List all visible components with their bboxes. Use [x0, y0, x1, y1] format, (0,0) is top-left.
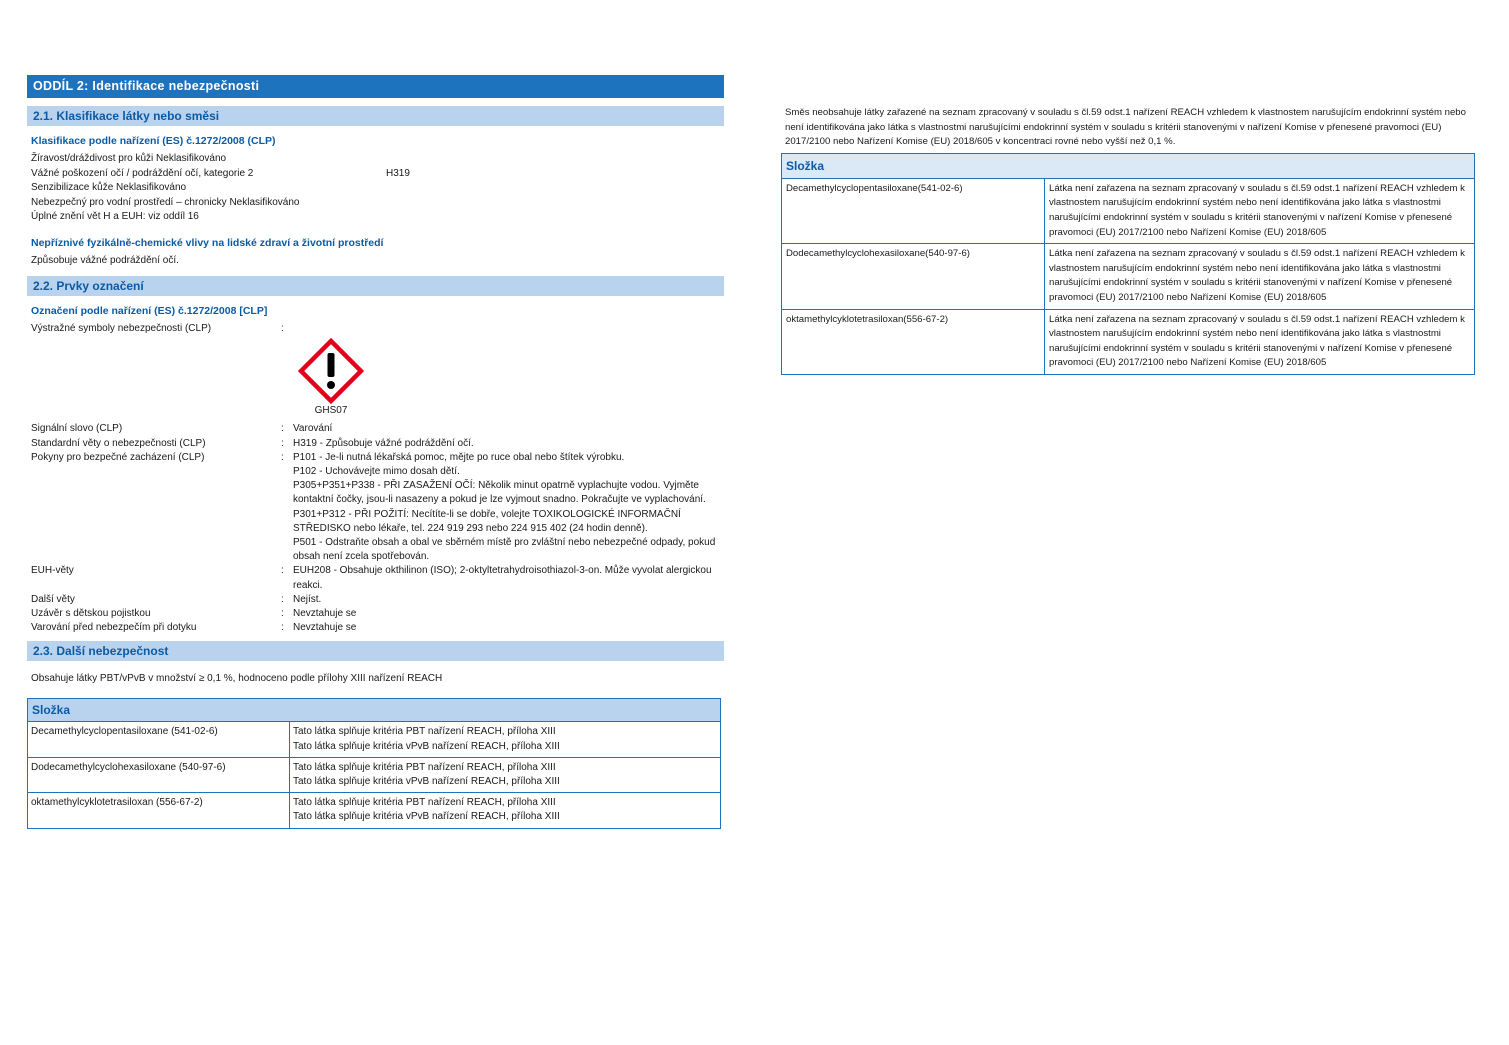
- component-name: Decamethylcyclopentasiloxane(541-02-6): [782, 178, 1045, 243]
- table-row: [28, 757, 721, 792]
- hazard-statements-row: Standardní věty o nebezpečnosti (CLP) : H319 - Způsobuje vážné podráždění očí.: [31, 437, 474, 449]
- precautionary-statements-row: Pokyny pro bezpečné zacházení (CLP) : P101 - Je-li nutná lékařská pomoc, mějte po ruce obal nebo štítek výrobku. P102 - Uchovávejte mimo dosah dětí. P305+P351+P338 - PŘI ZASAŽENÍ OČÍ: Několik minut opatrně vyplachujte vodou. Vyjměte kontaktní čočky, jsou-li nasazeny a pokud je lze vyjmout snadno. Pokračujte ve vyplachování. P301+P312 - PŘI POŽITÍ: Necítíte-li se dobře, volejte TOXIKOLOGICKÉ INFORMAČNÍ STŘEDISKO nebo lékaře, tel. 224 919 293 nebo 224 915 402 (24 hodin denně). P501 - Odstraňte obsah a obal ve sběrném místě pro zvláštní nebo nebezpečné odpady, pokud obsah není zcela spotřebován.: [31, 451, 716, 563]
- subsection-2-2-title: 2.2. Prvky označení: [27, 276, 724, 296]
- clp-classification-heading: Klasifikace podle nařízení (ES) č.1272/2008 (CLP): [31, 135, 276, 147]
- section-title: ODDÍL 2: Identifikace nebezpečnosti: [27, 75, 724, 98]
- euh-statements-row: EUH-věty : EUH208 - Obsahuje okthilinon (ISO); 2-oktyltetrahydroisothiazol-3-on. Může vyvolat alergickou reakci.: [31, 565, 712, 591]
- clp-line: Úplné znění vět H a EUH: viz oddíl 16: [31, 211, 199, 222]
- clp-classification-list: [27, 152, 724, 225]
- effects-heading: Nepříznivé fyzikálně-chemické vlivy na lidské zdraví a životní prostředí: [31, 236, 384, 249]
- label-elements-heading: Označení podle nařízení (ES) č.1272/2008 [CLP]: [31, 305, 268, 317]
- subsection-2-1-title: 2.1. Klasifikace látky nebo směsi: [27, 106, 724, 126]
- pictogram-row: Výstražné symboly nebezpečnosti (CLP) :: [31, 323, 284, 334]
- clp-line: Nebezpečný pro vodní prostředí – chronicky Neklasifikováno: [31, 196, 300, 208]
- component-status: Látka není zařazena na seznam zpracovaný v souladu s čl.59 odst.1 nařízení REACH vzhledem k vlastnostem narušujícím endokrinní systém nebo není identifikována jako látka s vlastnostmi narušujícími endokrinní systém v souladu s kritérii stanovenými v nařízení Komise v přenesené pravomoci (EU) 2017/2100 nebo Nařízení Komise (EU) 2018/605: [1045, 244, 1475, 309]
- ghs07-pictogram: [296, 338, 366, 418]
- hazard-code: H319: [386, 167, 410, 179]
- component-name: Dodecamethylcyclohexasiloxane (540-97-6): [28, 757, 290, 792]
- component-name: Decamethylcyclopentasiloxane (541-02-6): [28, 722, 290, 757]
- label-elements: [27, 322, 724, 635]
- table-row: [782, 178, 1475, 243]
- child-resistant-row: Uzávěr s dětskou pojistkou : Nevztahuje se: [31, 608, 357, 620]
- table-row: [782, 309, 1475, 374]
- left-column: [27, 75, 724, 829]
- pbt-table: [27, 698, 721, 828]
- exclamation-mark-icon: [298, 338, 364, 404]
- right-column: [781, 106, 1475, 375]
- table-row: [28, 722, 721, 757]
- table-header: Složka: [28, 699, 721, 722]
- component-criteria: Tato látka splňuje kritéria PBT nařízení REACH, příloha XIII Tato látka splňuje kritéria vPvB nařízení REACH, příloha XIII: [290, 757, 721, 792]
- pbt-statement: Obsahuje látky PBT/vPvB v množství ≥ 0,1 %, hodnoceno podle přílohy XIII nařízení REACH: [31, 673, 443, 685]
- endocrine-statement: Směs neobsahuje látky zařazené na seznam zpracovaný v souladu s čl.59 odst.1 nařízení REACH vzhledem k vlastnostem narušujícím endokrinní systém nebo není identifikována jako látka s vlastnostmi narušujícími endokrinní systém v souladu s kritérii stanovenými v nařízení Komise v přenesené pravomoci (EU) 2017/2100 nebo Nařízení Komise (EU) 2018/605 v koncentraci rovné nebo vyšší než 0,1 %.: [785, 107, 1466, 148]
- endocrine-table: [781, 153, 1475, 375]
- component-status: Látka není zařazena na seznam zpracovaný v souladu s čl.59 odst.1 nařízení REACH vzhledem k vlastnostem narušujícím endokrinní systém nebo není identifikována jako látka s vlastnostmi narušujícími endokrinní systém v souladu s kritérii stanovenými v nařízení Komise v přenesené pravomoci (EU) 2017/2100 nebo Nařízení Komise (EU) 2018/605: [1045, 309, 1475, 374]
- component-status: Látka není zařazena na seznam zpracovaný v souladu s čl.59 odst.1 nařízení REACH vzhledem k vlastnostem narušujícím endokrinní systém nebo není identifikována jako látka s vlastnostmi narušujícími endokrinní systém v souladu s kritérii stanovenými v nařízení Komise v přenesené pravomoci (EU) 2017/2100 nebo Nařízení Komise (EU) 2018/605: [1045, 178, 1475, 243]
- tactile-warning-row: Varování před nebezpečím při dotyku : Nevztahuje se: [31, 622, 357, 634]
- table-row: [782, 244, 1475, 309]
- component-name: oktamethylcyklotetrasiloxan(556-67-2): [782, 309, 1045, 374]
- subsection-2-3-title: 2.3. Další nebezpečnost: [27, 641, 724, 661]
- component-criteria: Tato látka splňuje kritéria PBT nařízení REACH, příloha XIII Tato látka splňuje kritéria vPvB nařízení REACH, příloha XIII: [290, 793, 721, 828]
- table-header: Složka: [782, 153, 1475, 178]
- table-row: [28, 793, 721, 828]
- clp-line: Vážné poškození očí / podráždění očí, kategorie 2 H319: [31, 167, 724, 182]
- component-name: oktamethylcyklotetrasiloxan (556-67-2): [28, 793, 290, 828]
- clp-line: Senzibilizace kůže Neklasifikováno: [31, 182, 187, 193]
- clp-line: Žíravost/dráždivost pro kůži Neklasifikováno: [31, 153, 227, 164]
- effects-text: Způsobuje vážné podráždění očí.: [31, 254, 179, 266]
- pictogram-code: GHS07: [314, 405, 348, 417]
- component-name: Dodecamethylcyclohexasiloxane(540-97-6): [782, 244, 1045, 309]
- component-criteria: Tato látka splňuje kritéria PBT nařízení REACH, příloha XIII Tato látka splňuje kritéria vPvB nařízení REACH, příloha XIII: [290, 722, 721, 757]
- signal-word-row: Signální slovo (CLP) : Varování: [31, 423, 333, 435]
- other-statements-row: Další věty : Nejíst.: [31, 593, 322, 605]
